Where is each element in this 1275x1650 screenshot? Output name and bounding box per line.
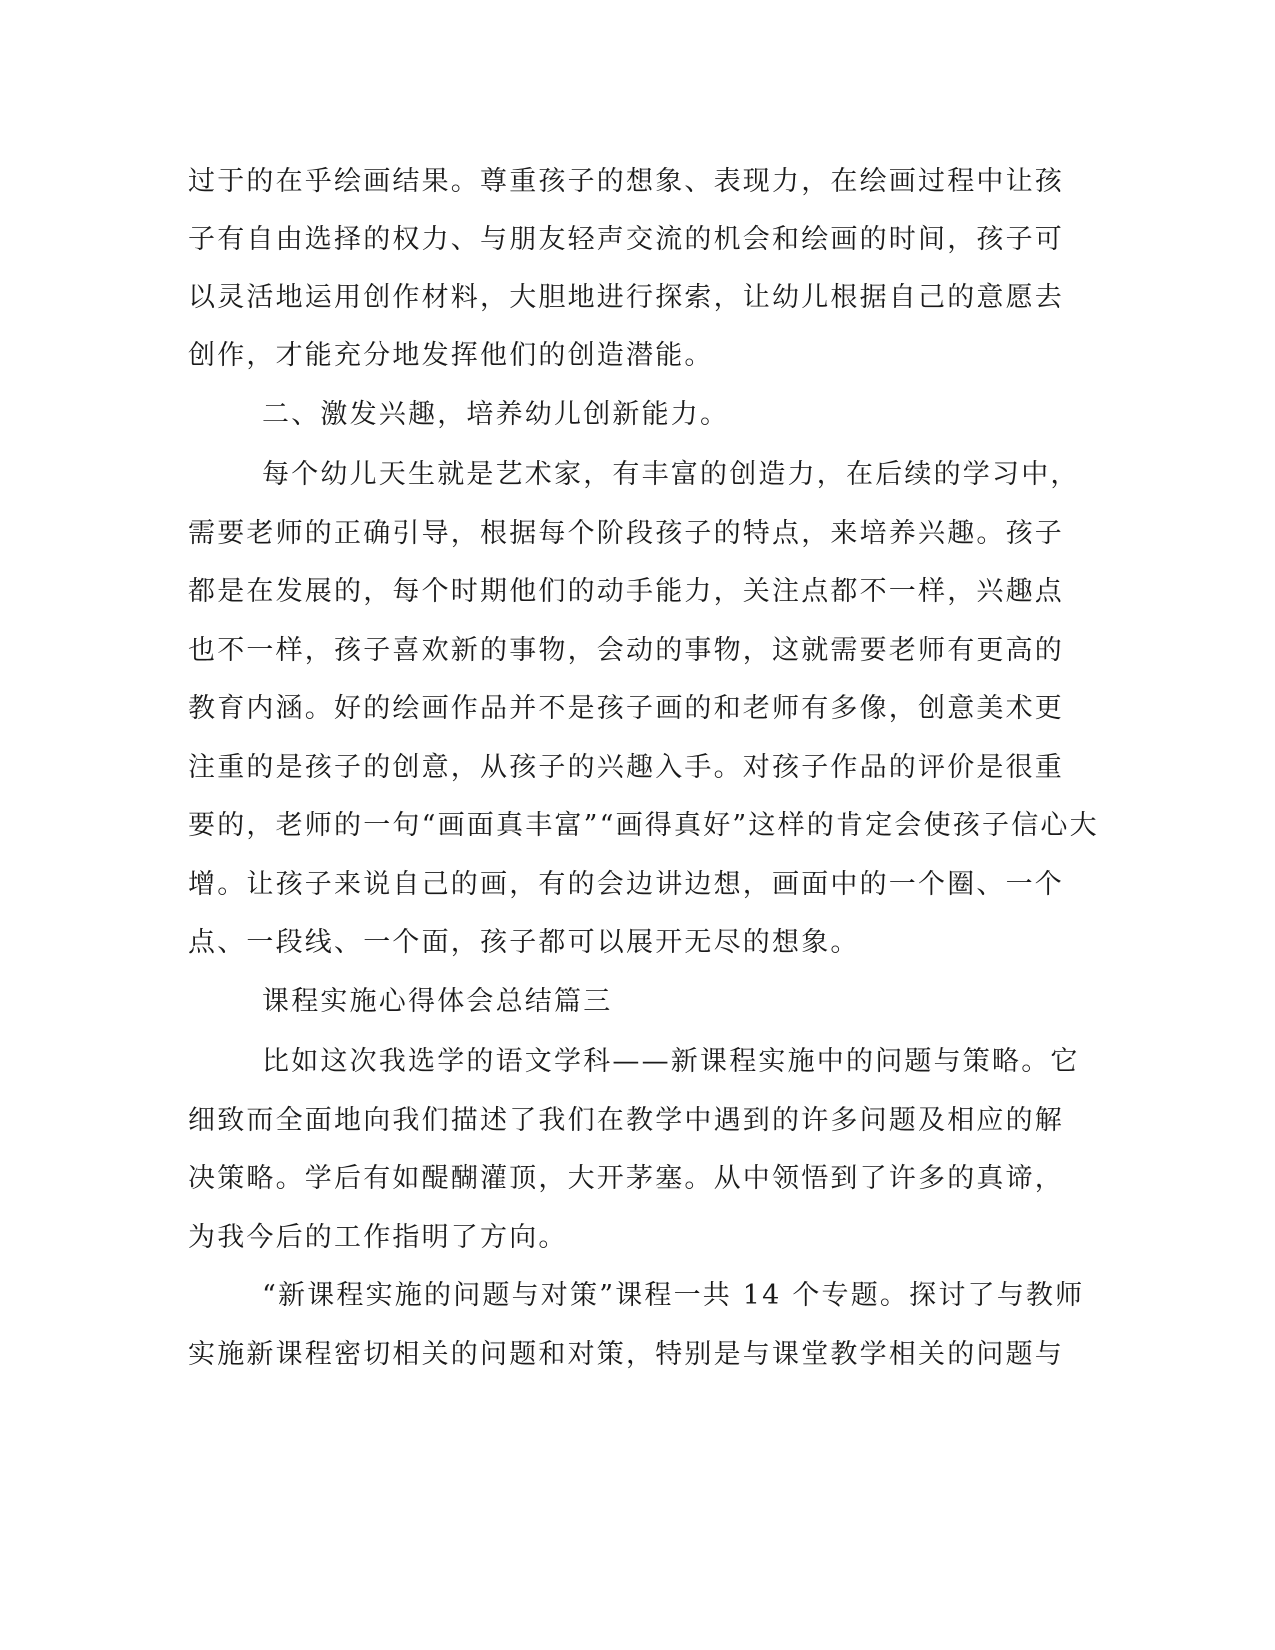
paragraph-1-line-1: 过于的在乎绘画结果。尊重孩子的想象、表现力，在绘画过程中让孩 <box>188 166 1064 197</box>
paragraph-3-line-3: 都是在发展的，每个时期他们的动手能力，关注点都不一样，兴趣点 <box>188 576 1064 607</box>
paragraph-1-line-4: 创作，才能充分地发挥他们的创造潜能。 <box>188 340 714 371</box>
paragraph-5-line-1: 比如这次我选学的语文学科——新课程实施中的问题与策略。它 <box>262 1046 1080 1077</box>
paragraph-3-line-5: 教育内涵。好的绘画作品并不是孩子画的和老师有多像，创意美术更 <box>188 693 1064 724</box>
paragraph-1-line-2: 子有自由选择的权力、与朋友轻声交流的机会和绘画的时间，孩子可 <box>188 224 1064 255</box>
paragraph-5-line-4: 为我今后的工作指明了方向。 <box>188 1222 568 1253</box>
section-heading-2: 二、激发兴趣，培养幼儿创新能力。 <box>262 399 730 430</box>
paragraph-3-line-2: 需要老师的正确引导，根据每个阶段孩子的特点，来培养兴趣。孩子 <box>188 518 1064 549</box>
paragraph-1-line-3: 以灵活地运用创作材料，大胆地进行探索，让幼儿根据自己的意愿去 <box>188 282 1064 313</box>
paragraph-3-line-9: 点、一段线、一个面，孩子都可以展开无尽的想象。 <box>188 927 860 958</box>
paragraph-3-line-8: 增。让孩子来说自己的画，有的会边讲边想，画面中的一个圈、一个 <box>188 869 1064 900</box>
paragraph-6-line-1: “新课程实施的问题与对策”课程一共 14 个专题。探讨了与教师 <box>262 1280 1085 1311</box>
paragraph-6-line-2: 实施新课程密切相关的问题和对策，特别是与课堂教学相关的问题与 <box>188 1339 1064 1370</box>
paragraph-5-line-3: 决策略。学后有如醍醐灌顶，大开茅塞。从中领悟到了许多的真谛， <box>188 1163 1064 1194</box>
paragraph-3-line-6: 注重的是孩子的创意，从孩子的兴趣入手。对孩子作品的评价是很重 <box>188 752 1064 783</box>
paragraph-3-line-7: 要的，老师的一句“画面真丰富”“画得真好”这样的肯定会使孩子信心大 <box>188 810 1099 841</box>
paragraph-5-line-2: 细致而全面地向我们描述了我们在教学中遇到的许多问题及相应的解 <box>188 1105 1064 1136</box>
section-title-3: 课程实施心得体会总结篇三 <box>262 986 613 1017</box>
paragraph-3-line-4: 也不一样，孩子喜欢新的事物，会动的事物，这就需要老师有更高的 <box>188 635 1064 666</box>
paragraph-3-line-1: 每个幼儿天生就是艺术家，有丰富的创造力，在后续的学习中， <box>262 459 1080 490</box>
